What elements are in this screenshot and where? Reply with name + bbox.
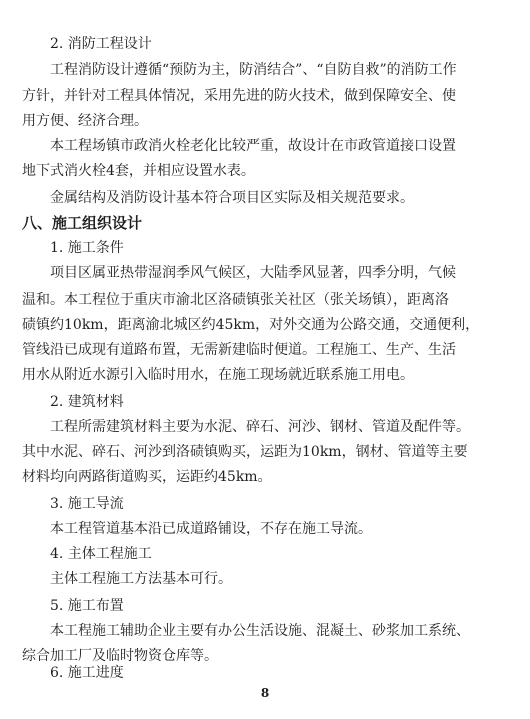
paragraph-line: 温和。本工程位于重庆市渝北区洛碛镇张关社区（张关场镇），距离洛 [22, 292, 449, 308]
paragraph-line: 用方便、经济合理。 [22, 113, 148, 129]
subheading-conditions: 1. 施工条件 [50, 240, 124, 256]
subheading-schedule: 6. 施工进度 [50, 665, 124, 681]
paragraph-line: 方针，并针对工程具体情况，采用先进的防火技术，做到保障安全、使 [22, 88, 456, 104]
paragraph-line: 用水从附近水源引入临时用水，在施工现场就近联系施工用电。 [22, 367, 414, 383]
paragraph-line: 金属结构及消防设计基本符合项目区实际及相关规范要求。 [50, 190, 414, 206]
page-number: 8 [260, 686, 270, 700]
paragraph-line: 工程消防设计遵循“预防为主，防消结合”、“自防自救”的消防工作 [50, 62, 457, 78]
paragraph-line: 本工程场镇市政消火栓老化比较严重，故设计在市政管道接口设置 [50, 138, 456, 154]
section-heading-construction: 八、施工组织设计 [22, 214, 143, 232]
paragraph-line: 材料均向两路街道购买，运距约45km。 [22, 469, 272, 485]
paragraph-line: 项目区属亚热带湿润季风气候区，大陆季风显著，四季分明，气候 [50, 265, 456, 281]
paragraph-line: 碛镇约10km，距离渝北城区约45km，对外交通为公路交通，交通便利， [22, 317, 480, 333]
paragraph-line: 工程所需建筑材料主要为水泥、碎石、河沙、钢材、管道及配件等。 [50, 419, 470, 435]
subheading-main-works: 4. 主体工程施工 [50, 546, 152, 562]
subheading-diversion: 3. 施工导流 [50, 496, 124, 512]
subheading-fire-design: 2. 消防工程设计 [50, 36, 152, 52]
paragraph-line: 管线沿已成现有道路布置，无需新建临时便道。工程施工、生产、生活 [22, 342, 456, 358]
paragraph-line: 综合加工厂及临时物资仓库等。 [22, 648, 218, 664]
paragraph-line: 本工程施工辅助企业主要有办公生活设施、混凝土、砂浆加工系统、 [50, 623, 470, 639]
paragraph-line: 本工程管道基本沿已成道路铺设，不存在施工导流。 [50, 521, 372, 537]
paragraph-line: 主体工程施工方法基本可行。 [50, 571, 232, 587]
paragraph-line: 其中水泥、碎石、河沙到洛碛镇购买，运距为10km，钢材、管道等主要 [22, 444, 468, 460]
subheading-materials: 2. 建筑材料 [50, 394, 124, 410]
subheading-layout: 5. 施工布置 [50, 598, 124, 614]
paragraph-line: 地下式消火栓4套，并相应设置水表。 [22, 163, 255, 179]
